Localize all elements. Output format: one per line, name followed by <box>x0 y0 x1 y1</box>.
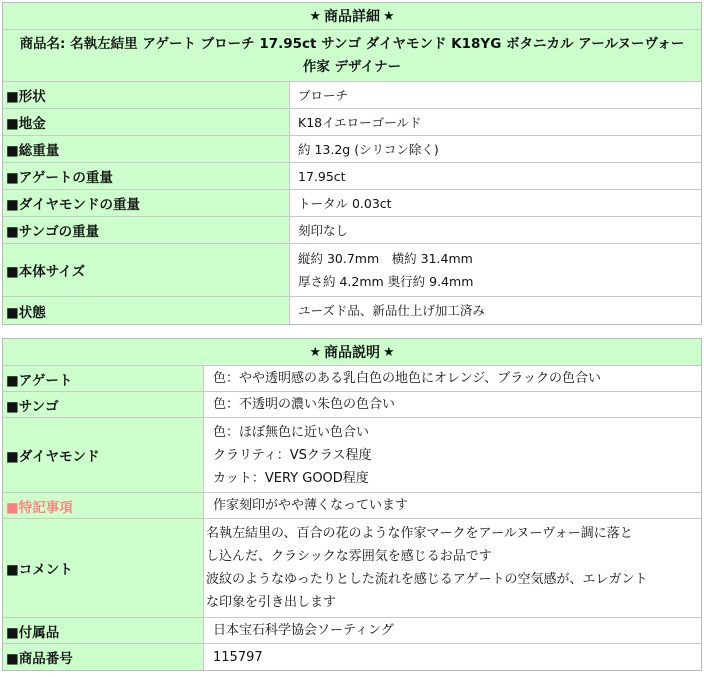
row-value: 115797 <box>213 649 263 665</box>
star-icon: ★ <box>309 344 321 360</box>
row-value: ユーズド品、新品仕上げ加工済み <box>298 303 485 318</box>
desc-row-special-notes <box>3 493 701 519</box>
value-line: カット：VERY GOOD程度 <box>213 470 369 486</box>
row-label: ■ダイヤモンド <box>3 418 204 492</box>
row-value: ブローチ <box>298 87 349 103</box>
row-label: ■ダイヤモンドの重量 <box>3 190 290 216</box>
detail-header-label: 商品詳細 <box>324 9 380 25</box>
desc-row-comment <box>3 519 701 618</box>
product-description-table <box>2 338 702 671</box>
detail-row-coral-weight <box>3 217 701 244</box>
product-detail-table <box>2 2 702 325</box>
detail-header <box>3 3 701 30</box>
row-label: ■総重量 <box>3 136 290 162</box>
value-line: クラリティ：VSクラス程度 <box>213 447 372 463</box>
row-label: ■コメント <box>3 519 204 617</box>
row-value <box>290 244 701 296</box>
description-header-label: 商品説明 <box>324 345 380 361</box>
row-value: 17.95ct <box>298 168 346 184</box>
value-line: し込んだ、クラシックな雰囲気を感じるお品です <box>206 549 492 564</box>
row-value: 色：やや透明感のある乳白色の地色にオレンジ、ブラックの色合い <box>213 371 602 386</box>
row-label: ■付属品 <box>3 618 204 643</box>
value-line: 波紋のようなゆったりとした流れを感じるアゲートの空気感が、エレガント <box>206 572 648 587</box>
desc-row-product-number <box>3 644 701 670</box>
row-label: ■形状 <box>3 82 290 108</box>
row-label: ■アゲートの重量 <box>3 163 290 189</box>
detail-row-agate-weight <box>3 163 701 190</box>
value-line: な印象を引き出します <box>206 595 337 610</box>
product-title: 商品名: 名執左結里 アゲート ブローチ 17.95ct サンゴ ダイヤモンド K18YG ボタニカル アールヌーヴォー 作家 デザイナー <box>3 30 701 82</box>
detail-row-size <box>3 244 701 297</box>
desc-row-accessories <box>3 618 701 644</box>
row-value: 日本宝石科学協会ソーティング <box>213 623 394 638</box>
star-icon: ★ <box>309 8 321 24</box>
desc-row-diamond <box>3 418 701 493</box>
description-header <box>3 339 701 366</box>
star-icon: ★ <box>383 8 395 24</box>
row-label: ■本体サイズ <box>3 244 290 296</box>
row-value: K18イエローゴールド <box>298 114 422 130</box>
row-value <box>204 418 701 492</box>
row-value <box>204 519 701 617</box>
row-value: トータル 0.03ct <box>298 195 392 211</box>
desc-row-agate <box>3 366 701 392</box>
value-line: 色：ほぼ無色に近い色合い <box>213 424 370 440</box>
detail-row-total-weight <box>3 136 701 163</box>
value-line: 縦約 30.7mm 横約 31.4mm <box>298 251 473 266</box>
row-label: ■アゲート <box>3 366 204 391</box>
row-value: 色：不透明の濃い朱色の色合い <box>213 397 396 412</box>
detail-row-condition <box>3 297 701 324</box>
row-label: ■地金 <box>3 109 290 135</box>
detail-row-diamond-weight <box>3 190 701 217</box>
star-icon: ★ <box>383 344 395 360</box>
row-label: ■サンゴの重量 <box>3 217 290 243</box>
value-line: 名執左結里の、百合の花のような作家マークをアールヌーヴォー調に落と <box>206 526 633 541</box>
row-value: 作家刻印がやや薄くなっています <box>213 498 409 513</box>
row-label: ■商品番号 <box>3 644 204 670</box>
value-line: 厚さ約 4.2mm 奥行約 9.4mm <box>298 274 474 289</box>
detail-row-shape <box>3 82 701 109</box>
row-label: ■特記事項 <box>3 493 204 518</box>
row-value: 約 13.2g (シリコン除く) <box>298 141 439 157</box>
row-label: ■状態 <box>3 297 290 324</box>
desc-row-coral <box>3 392 701 418</box>
row-label: ■サンゴ <box>3 392 204 417</box>
row-value: 刻印なし <box>298 222 349 238</box>
detail-row-metal <box>3 109 701 136</box>
